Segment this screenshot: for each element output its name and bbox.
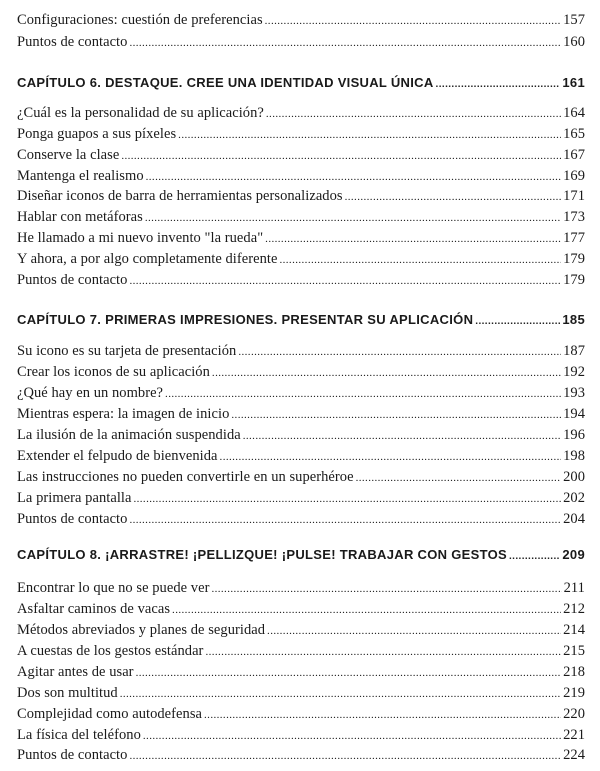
chapter-heading [17, 73, 585, 93]
leader-dots [146, 167, 561, 187]
leader-dots [178, 125, 561, 145]
toc-entry [17, 124, 585, 144]
toc-entry-page: 200 [563, 469, 585, 485]
toc-entry [17, 599, 585, 619]
toc-entry-page: 165 [563, 126, 585, 142]
leader-dots [279, 250, 561, 270]
leader-dots [136, 663, 562, 683]
toc-entry-page: 160 [563, 34, 585, 50]
toc-entry-title: He llamado a mi nuevo invento "la rueda" [17, 230, 264, 246]
toc-entry-title: Encontrar lo que no se puede ver [17, 580, 210, 596]
toc-entry [17, 509, 585, 529]
toc-entry-title: Puntos de contacto [17, 747, 128, 763]
toc-entry [17, 745, 585, 765]
toc-entry-title: ¿Qué hay en un nombre? [17, 385, 164, 401]
leader-dots [436, 75, 561, 95]
toc-entry [17, 228, 585, 248]
toc-entry-page: 179 [563, 251, 585, 267]
leader-dots [133, 489, 561, 509]
toc-entry-page: 171 [563, 188, 585, 204]
toc-entry-page: 198 [563, 448, 585, 464]
toc-entry [17, 404, 585, 424]
toc-entry [17, 641, 585, 661]
leader-dots [211, 579, 561, 599]
toc-entry [17, 145, 585, 165]
toc-entry-page: 218 [563, 664, 585, 680]
toc-entry-page: 164 [563, 105, 585, 121]
leader-dots [204, 705, 561, 725]
leader-dots [129, 746, 561, 766]
toc-entry [17, 704, 585, 724]
toc-entry-title: Agitar antes de usar [17, 664, 134, 680]
toc-entry-title: Crear los iconos de su aplicación [17, 364, 210, 380]
toc-entry-page: 187 [563, 343, 585, 359]
toc-entry-title: Extender el felpudo de bienvenida [17, 448, 218, 464]
toc-entry [17, 578, 585, 598]
toc-entry-page: 169 [563, 168, 585, 184]
toc-entry-page: 204 [563, 511, 585, 527]
leader-dots [129, 271, 561, 291]
toc-entry-page: 215 [563, 643, 585, 659]
chapter-heading [17, 310, 585, 330]
chapter-page: 161 [562, 75, 585, 90]
toc-entry-title: Conserve la clase [17, 147, 120, 163]
toc-entry [17, 32, 585, 52]
toc-entry-page: 179 [563, 272, 585, 288]
toc-entry [17, 166, 585, 186]
leader-dots [120, 684, 561, 704]
toc-entry-title: La física del teléfono [17, 727, 141, 743]
leader-dots [266, 104, 561, 124]
toc-entry-page: 167 [563, 147, 585, 163]
toc-entry [17, 341, 585, 361]
toc-entry [17, 446, 585, 466]
toc-entry [17, 488, 585, 508]
toc-entry [17, 249, 585, 269]
toc-entry [17, 383, 585, 403]
chapter-page: 209 [562, 547, 585, 562]
leader-dots [121, 146, 561, 166]
toc-entry-title: Complejidad como autodefensa [17, 706, 203, 722]
toc-entry-page: 214 [563, 622, 585, 638]
chapter-title: CAPÍTULO 6. DESTAQUE. CREE UNA IDENTIDAD VISUAL ÚNICA [17, 75, 434, 90]
toc-entry-title: Mientras espera: la imagen de inicio [17, 406, 230, 422]
toc-entry [17, 10, 585, 30]
leader-dots [129, 510, 561, 530]
leader-dots [212, 363, 561, 383]
leader-dots [231, 405, 561, 425]
toc-entry-page: 219 [563, 685, 585, 701]
toc-entry [17, 620, 585, 640]
toc-entry-title: Su icono es su tarjeta de presentación [17, 343, 237, 359]
chapter-title: CAPÍTULO 8. ¡ARRASTRE! ¡PELLIZQUE! ¡PULSE! TRABAJAR CON GESTOS [17, 547, 507, 562]
toc-entry-title: La primera pantalla [17, 490, 132, 506]
chapter-title: CAPÍTULO 7. PRIMERAS IMPRESIONES. PRESENTAR SU APLICACIÓN [17, 312, 474, 327]
toc-entry [17, 270, 585, 290]
toc-entry-page: 157 [563, 12, 585, 28]
leader-dots [165, 384, 561, 404]
toc-entry [17, 662, 585, 682]
leader-dots [129, 33, 561, 53]
leader-dots [267, 621, 561, 641]
toc-entry-page: 212 [563, 601, 585, 617]
toc-entry-title: Métodos abreviados y planes de seguridad [17, 622, 266, 638]
toc-entry-title: Las instrucciones no pueden convertirle en un superhéroe [17, 469, 354, 485]
leader-dots [345, 187, 562, 207]
leader-dots [265, 229, 561, 249]
toc-entry-page: 224 [563, 747, 585, 763]
toc-entry-page: 220 [563, 706, 585, 722]
toc-entry [17, 186, 585, 206]
toc-entry-title: Puntos de contacto [17, 34, 128, 50]
leader-dots [265, 11, 561, 31]
toc-entry-page: 193 [563, 385, 585, 401]
toc-entry-title: Asfaltar caminos de vacas [17, 601, 171, 617]
leader-dots [509, 547, 560, 567]
toc-entry [17, 425, 585, 445]
leader-dots [243, 426, 561, 446]
chapter-page: 185 [562, 312, 585, 327]
leader-dots [356, 468, 562, 488]
toc-entry-title: Puntos de contacto [17, 511, 128, 527]
leader-dots [145, 208, 561, 228]
toc-entry-title: La ilusión de la animación suspendida [17, 427, 241, 443]
toc-entry [17, 362, 585, 382]
leader-dots [205, 642, 561, 662]
toc-entry-title: Diseñar iconos de barra de herramientas personalizados [17, 188, 343, 204]
toc-entry-title: Hablar con metáforas [17, 209, 143, 225]
toc-entry-page: 173 [563, 209, 585, 225]
leader-dots [172, 600, 561, 620]
leader-dots [475, 312, 560, 332]
toc-entry-title: Configuraciones: cuestión de preferencias [17, 12, 263, 28]
toc-entry-page: 192 [563, 364, 585, 380]
chapter-heading [17, 545, 585, 565]
toc-entry-page: 221 [563, 727, 585, 743]
toc-entry [17, 725, 585, 745]
toc-entry-title: Puntos de contacto [17, 272, 128, 288]
toc-entry [17, 103, 585, 123]
toc-entry-page: 211 [563, 580, 585, 596]
toc-entry [17, 207, 585, 227]
leader-dots [220, 447, 562, 467]
toc-entry-title: Ponga guapos a sus píxeles [17, 126, 177, 142]
toc-entry-page: 194 [563, 406, 585, 422]
toc-entry-page: 202 [563, 490, 585, 506]
toc-entry-page: 196 [563, 427, 585, 443]
toc-entry-title: ¿Cuál es la personalidad de su aplicación? [17, 105, 264, 121]
toc-entry-title: Mantenga el realismo [17, 168, 144, 184]
toc-entry [17, 683, 585, 703]
toc-entry-title: Dos son multitud [17, 685, 118, 701]
toc-entry-page: 177 [563, 230, 585, 246]
toc-entry-title: A cuestas de los gestos estándar [17, 643, 204, 659]
leader-dots [143, 726, 561, 746]
leader-dots [238, 342, 561, 362]
toc-entry [17, 467, 585, 487]
toc-entry-title: Y ahora, a por algo completamente diferente [17, 251, 278, 267]
